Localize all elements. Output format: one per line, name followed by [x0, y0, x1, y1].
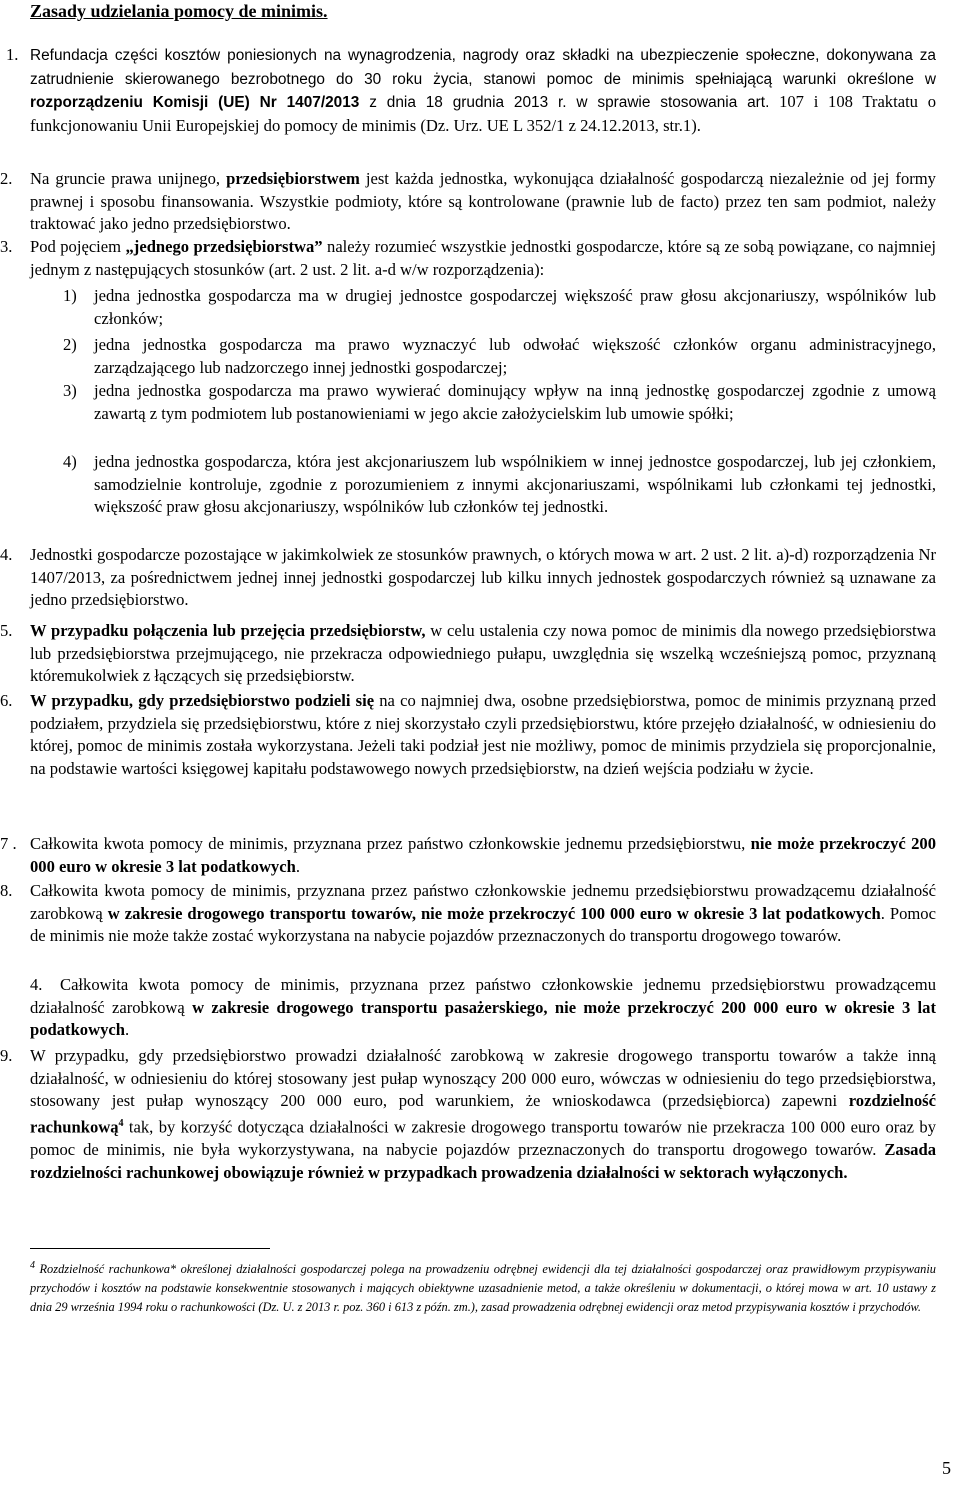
list-item-text: jedna jednostka gospodarcza ma prawo wywierać dominujący wpływ na inną jednostkę gospodarczej zgodnie z umową zawartą z tym podmiotem lub postanowieniami w jego akcie założycielskim lub umowie spółki; — [94, 381, 936, 423]
paragraph-text: Wszystkie podmioty, które są kontrolowane (prawnie lub de facto) przez ten sam podmiot, należy traktować jako jedno przedsiębiorstwo. — [30, 191, 936, 234]
paragraph-2 — [0, 168, 936, 236]
footnote — [30, 1256, 936, 1317]
list-item-number: 3) — [63, 381, 77, 400]
paragraph-text: jest każda jednostka, wykonująca działalność gospodarczą niezależnie od jej formy prawnej i sposobu finansowania. — [30, 169, 936, 211]
defined-term: rozdzielność rachunkową — [30, 1091, 936, 1137]
paragraph-text: Refundacja części kosztów poniesionych na wynagrodzenia, nagrody oraz składki na ubezpieczenie społeczne, dokonywana za zatrudnienie skierowanego bezrobotnego do 30 roku życia, stanowi pomoc de minimis spełniającą warunki określone w — [30, 47, 936, 88]
footnote-separator — [30, 1248, 270, 1249]
paragraph-text: Pod pojęciem — [30, 237, 126, 256]
list-item-text: jedna jednostka gospodarcza ma w drugiej jednostce gospodarczej większość praw głosu akcjonariuszy, wspólników lub członków; — [94, 286, 936, 328]
footnote-reference[interactable]: 4 — [118, 1117, 124, 1129]
paragraph-number: 5. — [0, 621, 13, 640]
list-item-number: 2) — [63, 335, 77, 354]
list-item — [63, 380, 936, 425]
paragraph-text: 107 i 108 Traktatu o funkcjonowaniu Unii Europejskiej do pomocy de minimis (Dz. Urz. UE L 352/1 z 24.12.2013, str.1). — [30, 92, 937, 135]
paragraph-1 — [6, 44, 937, 137]
paragraph-number: 8. — [0, 881, 13, 900]
paragraph-number: 9. — [0, 1046, 13, 1065]
list-item-text: jedna jednostka gospodarcza, która jest akcjonariuszem lub wspólnikiem w innej jednostce gospodarczej, lub jej członkiem, samodzielnie kontroluje, zgodnie z porozumieniem z innymi akcjonariuszami, wspólnikami lub członkami tej jednostki, większość praw głosu akcjonariuszy, wspólników lub członków tej jednostki. — [94, 452, 936, 517]
paragraph-text: . Pomoc de minimis nie może także zostać wykorzystana na nabycie pojazdów przeznaczonych do transportu drogowego towarów. — [30, 903, 936, 946]
paragraph-number: 1. — [6, 45, 19, 64]
paragraph-heading: W przypadku, gdy przedsiębiorstwo podzieli się — [30, 691, 375, 710]
paragraph-text: z dnia 18 grudnia 2013 r. w sprawie stosowania art. — [359, 94, 770, 112]
paragraph-5 — [0, 620, 936, 688]
defined-term: „jednego przedsiębiorstwa” — [125, 237, 323, 256]
paragraph-text: . — [295, 856, 300, 876]
footnote-text: Rozdzielność rachunkowa* określonej działalności gospodarczej polega na prowadzeniu odrębnej ewidencji dla tej działalności gospodarczej oraz prawidłowym przypisywaniu przychodów i kosztów na podstawie konsekwentnie stosowanych i mających obiektywne uzasadnienie metod, a także określeniu w dokumentacji, o której mowa w art. 10 ustawy z dnia 29 września 1994 roku o rachunkowości (Dz. U. z 2013 r. poz. 360 i 613 z późn. zm.), zasad prowadzenia odrębnej ewidencji oraz metod przypisywania kosztów i przychodów. — [30, 1262, 936, 1315]
page-number: 5 — [942, 1458, 951, 1478]
paragraph-number: 6. — [0, 691, 13, 710]
paragraph-8b — [30, 974, 936, 1042]
paragraph-text: Jednostki gospodarcze pozostające w jakimkolwiek ze stosunków prawnych, o których mowa w art. 2 ust. 2 lit. a)-d) rozporządzenia Nr 1407/2013, za pośrednictwem jednej innej jednostki gospodarczej lub kilku innych jednostek gospodarczych również są uznawane za jedno przedsiębiorstwo. — [30, 545, 936, 610]
paragraph-text: w celu ustalenia czy nowa pomoc de minimis dla nowego przedsiębiorstwa lub przedsiębiorstwa przejmującego, nie przekracza odpowiedniego pułapu, uwzględnia się wszelką wcześniejszą pomoc, przyznaną któremukolwiek z łączących się przedsiębiorstw. — [30, 621, 936, 686]
paragraph-text: tak, by korzyść dotycząca działalności w zakresie drogowego transportu towarów nie przekracza 100 000 euro oraz by pomoc de minimis, nie była wykorzystywana, na nabycie pojazdów przeznaczonych do transportu drogowego towarów. — [30, 1117, 936, 1159]
list-item — [63, 334, 936, 379]
list-item-number: 4) — [63, 452, 77, 471]
paragraph-number: 7 . — [0, 834, 17, 853]
paragraph-text: W przypadku, gdy przedsiębiorstwo prowadzi działalność zarobkową w zakresie drogowego transportu towarów a także inną działalność, w odniesieniu do której stosowany jest pułap wynoszący 200 000 euro, wówczas w odniesieniu do tego przedsiębiorstwa, stosowany jest pułap wynoszący 200 000 euro, pod warunkiem, że wnioskodawca (przedsiębiorca) zapewni — [30, 1046, 936, 1111]
page-title: Zasady udzielania pomocy de minimis. — [30, 1, 328, 21]
paragraph-number: 4. — [30, 975, 43, 994]
footnote-marker: 4 — [30, 1260, 35, 1271]
paragraph-6 — [0, 690, 936, 780]
paragraph-9 — [0, 1045, 936, 1184]
paragraph-number: 4. — [0, 545, 13, 564]
paragraph-7 — [0, 833, 936, 878]
paragraph-text: Całkowita kwota pomocy de minimis, przyznana przez państwo członkowskie jednemu przedsiębiorstwu, — [30, 834, 751, 853]
paragraph-text: Na gruncie prawa unijnego, — [30, 169, 227, 188]
paragraph-text: . — [124, 1020, 130, 1040]
regulation-reference: rozporządzeniu Komisji (UE) Nr 1407/2013 — [30, 94, 360, 112]
list-item — [63, 285, 936, 330]
list-item-number: 1) — [63, 286, 77, 305]
paragraph-4 — [0, 544, 936, 612]
rule-statement: Zasada rozdzielności rachunkowej obowiązuje również w przypadkach prowadzenia działalności w sektorach wyłączonych. — [30, 1139, 936, 1182]
limit-statement: nie może przekroczyć 200 000 euro w okresie 3 lat podatkowych — [30, 834, 936, 876]
paragraph-text: Całkowita kwota pomocy de minimis, przyznana przez państwo członkowskie jednemu przedsiębiorstwu prowadzącemu działalność zarobkową — [30, 881, 936, 923]
defined-term: przedsiębiorstwem — [226, 169, 360, 188]
limit-statement: w zakresie drogowego transportu pasażerskiego, nie może przekroczyć 200 000 euro w okresie 3 lat podatkowych — [30, 997, 936, 1040]
paragraph-text: należy rozumieć wszystkie jednostki gospodarcze, które są ze sobą powiązane, co najmniej jednym z następujących stosunków (art. 2 ust. 2 lit. a-d w/w rozporządzenia): — [30, 237, 936, 279]
paragraph-number: 3. — [0, 237, 13, 256]
list-item-text: jedna jednostka gospodarcza ma prawo wyznaczyć lub odwołać większość członków organu administracyjnego, zarządzającego lub nadzorczego innej jednostki gospodarczej; — [94, 335, 936, 377]
paragraph-text: na co najmniej dwa, osobne przedsiębiorstwa, pomoc de minimis przyznaną przed podziałem, przydziela się przedsiębiorstwu, które z niej skorzystało czyli przedsiębiorstwu, które przejęło działalność, w odniesieniu do której, pomoc de minimis została wykorzystana. Jeżeli taki podział jest nie możliwy, pomoc de minimis przydziela się proporcjonalnie, na podstawie wartości księgowej kapitału podstawowego nowych przedsiębiorstw, na dzień wejścia podziału w życie. — [30, 691, 936, 778]
paragraph-8 — [0, 880, 936, 948]
paragraph-heading: W przypadku połączenia lub przejęcia przedsiębiorstw, — [30, 621, 426, 640]
paragraph-text: Całkowita kwota pomocy de minimis, przyznana przez państwo członkowskie jednemu przedsiębiorstwu prowadzącemu działalność zarobkową — [30, 975, 936, 1017]
paragraph-3 — [0, 236, 936, 281]
paragraph-number: 2. — [0, 169, 13, 188]
limit-statement: w zakresie drogowego transportu towarów, nie może przekroczyć 100 000 euro w okresie 3 lat podatkowych — [107, 903, 881, 923]
list-item — [63, 451, 936, 519]
